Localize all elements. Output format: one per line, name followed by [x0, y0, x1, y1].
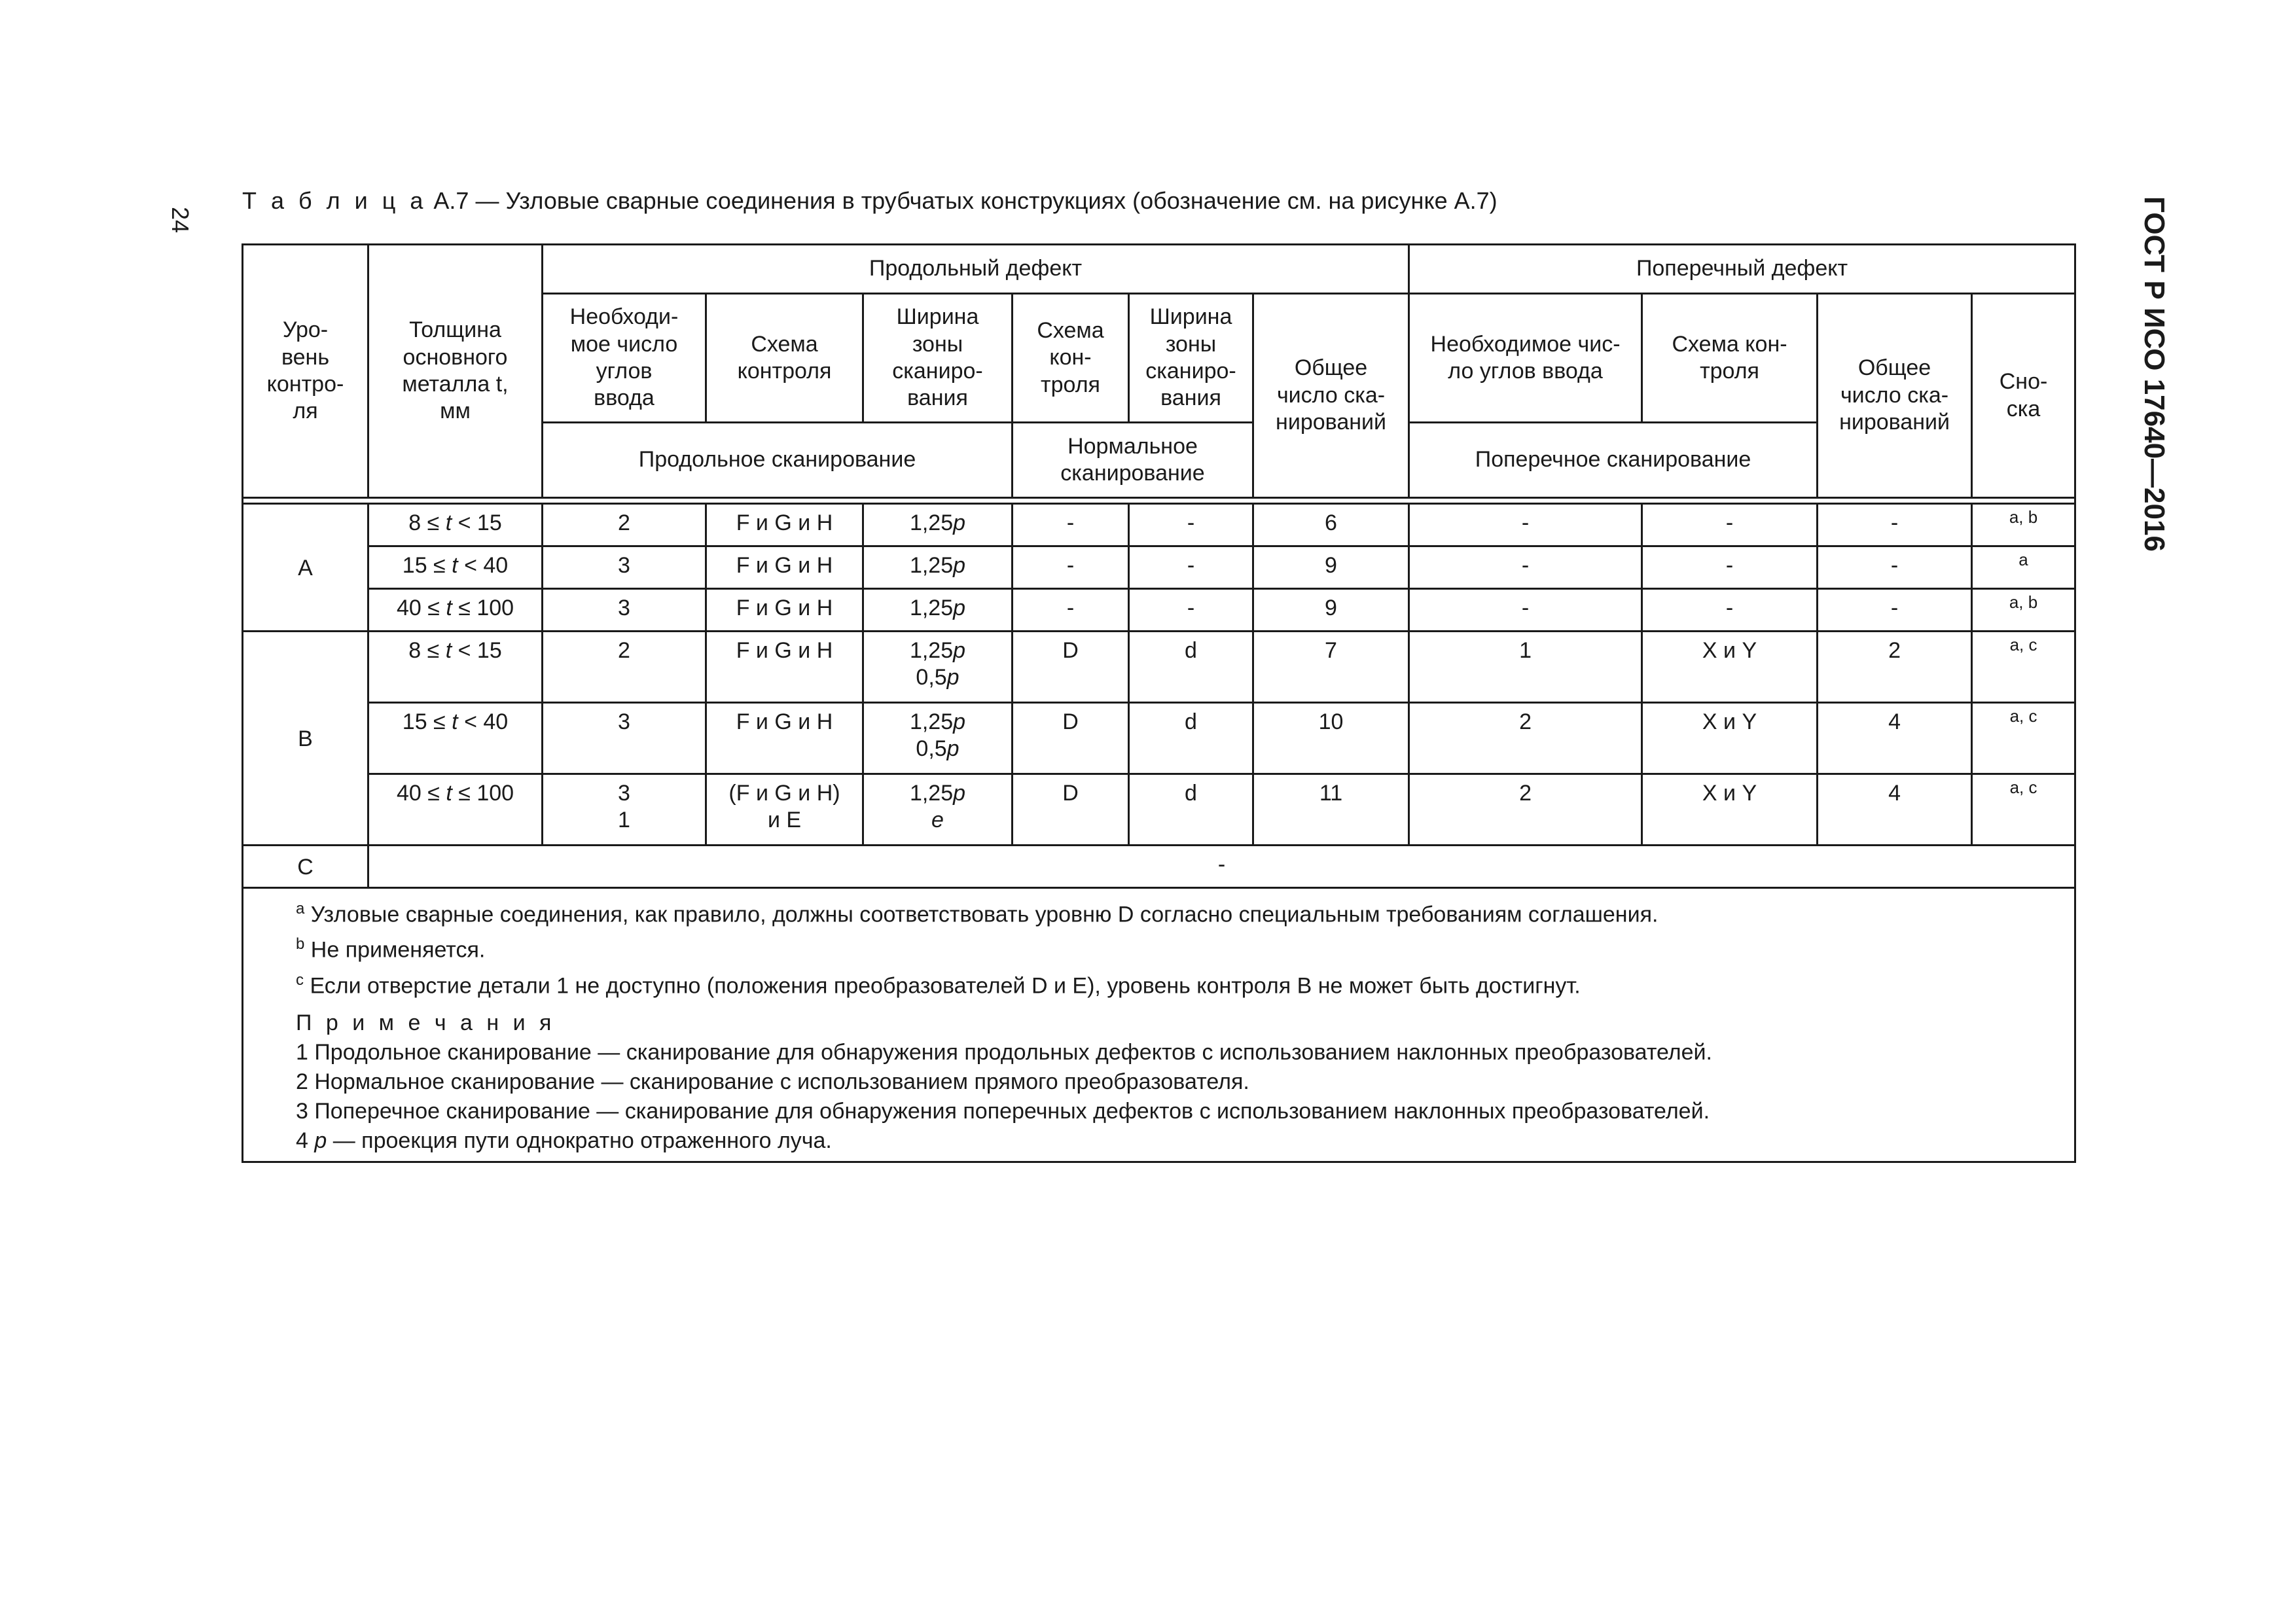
total-tr-cell: 4	[1818, 774, 1972, 846]
table-row	[243, 846, 2075, 888]
scheme-tr-cell: -	[1642, 504, 1818, 546]
thickness-cell: 8 ≤ t < 15	[368, 632, 543, 703]
total-cell: 9	[1253, 546, 1409, 589]
footnote-cell: a	[1972, 546, 2075, 589]
width-cell: 1,25p 0,5p	[863, 632, 1013, 703]
scheme-cell: F и G и H	[706, 546, 863, 589]
width2-cell: -	[1129, 589, 1253, 632]
angles-cell: 3	[543, 703, 706, 774]
header-longitudinal-defect: Продольный дефект	[543, 245, 1409, 294]
total-tr-cell: 4	[1818, 703, 1972, 774]
table-row	[243, 504, 2075, 546]
header-longitudinal-scan: Продольное сканирование	[543, 423, 1013, 498]
scheme-cell: F и G и H	[706, 632, 863, 703]
thickness-cell: 8 ≤ t < 15	[368, 504, 543, 546]
page-number: 24	[167, 207, 194, 234]
scheme2-cell: D	[1013, 774, 1129, 846]
scheme2-cell: -	[1013, 546, 1129, 589]
welds-table	[242, 243, 2076, 1163]
scheme-cell: F и G и H	[706, 504, 863, 546]
width2-cell: d	[1129, 632, 1253, 703]
level-cell: C	[243, 846, 368, 888]
header-total-transverse: Общее число ска- нирований	[1818, 294, 1972, 498]
footnote-a: $^a$ Узловые сварные соединения, как правило, должны соответствовать уровню D согласно специальным требованиям соглашения.	[296, 900, 1659, 927]
angles-cell: 2	[543, 632, 706, 703]
scheme-cell: F и G и H	[706, 703, 863, 774]
caption-label: Т а б л и ц а	[242, 187, 427, 214]
scheme-cell: F и G и H	[706, 589, 863, 632]
header-thickness: Толщина основного металла t, мм	[368, 245, 543, 498]
width2-cell: -	[1129, 546, 1253, 589]
footnote-c: $^c$ Если отверстие детали 1 не доступно (положения преобразователей D и E), уровень контроля B не может быть достигнут.	[296, 971, 1581, 998]
total-tr-cell: -	[1818, 546, 1972, 589]
header-total: Общее число ска- нирований	[1253, 294, 1409, 498]
level-c-value: -	[368, 846, 2075, 888]
total-tr-cell: -	[1818, 504, 1972, 546]
footnote-cell: a, b	[1972, 504, 2075, 546]
header-level: Уро- вень контро- ля	[243, 245, 368, 498]
thickness-cell: 40 ≤ t ≤ 100	[368, 589, 543, 632]
footnote-cell: a, c	[1972, 774, 2075, 846]
total-cell: 10	[1253, 703, 1409, 774]
notes-cell	[243, 888, 2075, 1162]
caption-text: А.7 — Узловые сварные соединения в трубчатых конструкциях (обозначение см. на рисунке А.7)	[433, 187, 1498, 214]
thickness-cell: 40 ≤ t ≤ 100	[368, 774, 543, 846]
header-width: Ширина зоны сканиро- вания	[863, 294, 1013, 423]
width-cell: 1,25p	[863, 589, 1013, 632]
scheme-tr-cell: -	[1642, 589, 1818, 632]
header-transverse-defect: Поперечный дефект	[1409, 245, 2075, 294]
scheme-tr-cell: X и Y	[1642, 632, 1818, 703]
total-tr-cell: -	[1818, 589, 1972, 632]
header-scheme: Схема контроля	[706, 294, 863, 423]
scheme-tr-cell: -	[1642, 546, 1818, 589]
note-3: 3 Поперечное сканирование — сканирование для обнаружения поперечных дефектов с использованием наклонных преобразователей.	[296, 1098, 1710, 1124]
header-width-normal: Ширина зоны сканиро- вания	[1129, 294, 1253, 423]
notes-row	[243, 888, 2075, 1162]
angles-cell: 2	[543, 504, 706, 546]
width2-cell: d	[1129, 703, 1253, 774]
header-footnote: Сно- ска	[1972, 294, 2075, 498]
footnote-cell: a, b	[1972, 589, 2075, 632]
scheme-cell: (F и G и H) и E	[706, 774, 863, 846]
width-cell: 1,25p e	[863, 774, 1013, 846]
table-row	[243, 703, 2075, 774]
scheme2-cell: -	[1013, 589, 1129, 632]
header-transverse-scan: Поперечное сканирование	[1409, 423, 1818, 498]
scheme2-cell: -	[1013, 504, 1129, 546]
total-cell: 7	[1253, 632, 1409, 703]
total-tr-cell: 2	[1818, 632, 1972, 703]
header-angles-transverse: Необходимое чис- ло углов ввода	[1409, 294, 1642, 423]
scheme2-cell: D	[1013, 632, 1129, 703]
note-4: 4 p — проекция пути однократно отраженного луча.	[296, 1128, 832, 1153]
note-2: 2 Нормальное сканирование — сканирование с использованием прямого преобразователя.	[296, 1069, 1249, 1094]
footnote-cell: a, c	[1972, 703, 2075, 774]
thickness-cell: 15 ≤ t < 40	[368, 703, 543, 774]
width2-cell: d	[1129, 774, 1253, 846]
thickness-cell: 15 ≤ t < 40	[368, 546, 543, 589]
standard-designation: ГОСТ Р ИСО 17640—2016	[2138, 196, 2170, 552]
level-cell: A	[243, 504, 368, 632]
level-cell: B	[243, 632, 368, 846]
header-scheme-normal: Схема кон- троля	[1013, 294, 1129, 423]
total-cell: 9	[1253, 589, 1409, 632]
table-caption	[242, 187, 1498, 215]
width2-cell: -	[1129, 504, 1253, 546]
scheme-tr-cell: X и Y	[1642, 703, 1818, 774]
angles-tr-cell: -	[1409, 504, 1642, 546]
angles-tr-cell: 2	[1409, 703, 1642, 774]
width-cell: 1,25p	[863, 504, 1013, 546]
table-row	[243, 589, 2075, 632]
angles-tr-cell: -	[1409, 589, 1642, 632]
table-row	[243, 546, 2075, 589]
angles-tr-cell: -	[1409, 546, 1642, 589]
width-cell: 1,25p 0,5p	[863, 703, 1013, 774]
angles-cell: 3	[543, 546, 706, 589]
total-cell: 11	[1253, 774, 1409, 846]
note-1: 1 Продольное сканирование — сканирование для обнаружения продольных дефектов с использованием наклонных преобразователей.	[296, 1039, 1712, 1065]
angles-cell: 3 1	[543, 774, 706, 846]
angles-tr-cell: 1	[1409, 632, 1642, 703]
table-row	[243, 632, 2075, 703]
header-normal-scan: Нормальное сканирование	[1013, 423, 1253, 498]
footnote-cell: a, c	[1972, 632, 2075, 703]
header-angles: Необходи- мое число углов ввода	[543, 294, 706, 423]
footnote-b: $^b$ Не применяется.	[296, 935, 486, 963]
header-scheme-transverse: Схема кон- троля	[1642, 294, 1818, 423]
angles-tr-cell: 2	[1409, 774, 1642, 846]
width-cell: 1,25p	[863, 546, 1013, 589]
table-row	[243, 774, 2075, 846]
angles-cell: 3	[543, 589, 706, 632]
notes-title: П р и м е ч а н и я	[296, 1010, 556, 1035]
scheme-tr-cell: X и Y	[1642, 774, 1818, 846]
total-cell: 6	[1253, 504, 1409, 546]
scheme2-cell: D	[1013, 703, 1129, 774]
